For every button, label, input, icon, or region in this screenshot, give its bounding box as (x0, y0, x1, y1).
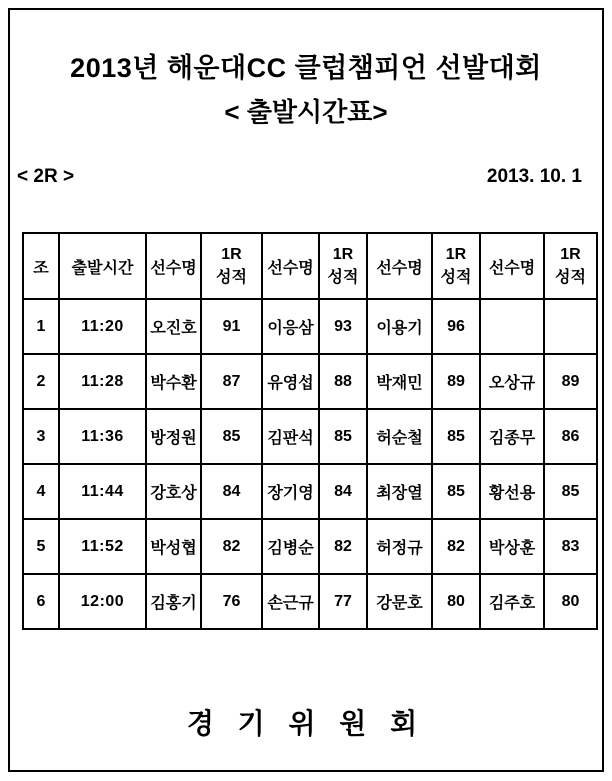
score-cell: 87 (201, 354, 262, 409)
player-name-cell: 박수환 (146, 354, 201, 409)
player-name-cell: 황선용 (480, 464, 544, 519)
player-name-cell: 허순철 (367, 409, 432, 464)
page-subtitle: < 출발시간표> (224, 97, 388, 127)
group-cell: 3 (23, 409, 59, 464)
group-cell: 5 (23, 519, 59, 574)
player-name-cell: 김병순 (262, 519, 319, 574)
score-cell: 96 (432, 299, 480, 354)
meta-row (17, 166, 582, 188)
score-cell: 93 (319, 299, 367, 354)
header-score-line2: 성적 (327, 269, 359, 286)
score-cell: 76 (201, 574, 262, 629)
player-name-cell: 유영섭 (262, 354, 319, 409)
player-name-cell: 최장열 (367, 464, 432, 519)
player-name-cell: 김홍기 (146, 574, 201, 629)
table-row (23, 464, 597, 519)
score-cell: 89 (544, 354, 597, 409)
player-name-cell: 김판석 (262, 409, 319, 464)
score-cell: 82 (432, 519, 480, 574)
score-cell: 86 (544, 409, 597, 464)
header-score-line2: 성적 (555, 269, 586, 286)
header-score-line1: 1R (445, 245, 467, 263)
header-score-4 (544, 233, 597, 299)
group-cell: 6 (23, 574, 59, 629)
header-player-2: 선수명 (262, 233, 319, 299)
player-name-cell: 김주호 (480, 574, 544, 629)
table-row (23, 574, 597, 629)
header-score-2 (319, 233, 367, 299)
player-name-cell: 허정규 (367, 519, 432, 574)
header-score-3 (432, 233, 480, 299)
header-score-line1: 1R (221, 245, 242, 263)
score-cell: 84 (201, 464, 262, 519)
date-label: 2013. 10. 1 (486, 166, 582, 187)
header-start-time: 출발시간 (59, 233, 146, 299)
group-cell: 4 (23, 464, 59, 519)
table-row (23, 354, 597, 409)
score-cell: 91 (201, 299, 262, 354)
group-cell: 2 (23, 354, 59, 409)
table-row (23, 299, 597, 354)
score-cell: 89 (432, 354, 480, 409)
header-score-line1: 1R (560, 245, 581, 263)
score-cell: 83 (544, 519, 597, 574)
score-cell: 84 (319, 464, 367, 519)
score-cell: 80 (432, 574, 480, 629)
header-score-line2: 성적 (440, 269, 472, 286)
score-cell: 85 (432, 464, 480, 519)
score-cell: 82 (319, 519, 367, 574)
score-cell: 82 (201, 519, 262, 574)
player-name-cell: 손근규 (262, 574, 319, 629)
player-name-cell: 오진호 (146, 299, 201, 354)
header-player-4: 선수명 (480, 233, 544, 299)
table-row (23, 409, 597, 464)
table-row (23, 519, 597, 574)
header-score-line2: 성적 (216, 269, 247, 286)
player-name-cell (480, 299, 544, 354)
time-cell: 11:36 (59, 409, 146, 464)
header-player-3: 선수명 (367, 233, 432, 299)
header-player-1: 선수명 (146, 233, 201, 299)
header-score-line1: 1R (332, 245, 354, 263)
schedule-table (22, 232, 598, 630)
score-cell: 77 (319, 574, 367, 629)
group-cell: 1 (23, 299, 59, 354)
schedule-table-wrap (22, 232, 598, 630)
time-cell: 11:44 (59, 464, 146, 519)
player-name-cell: 김종무 (480, 409, 544, 464)
score-cell: 85 (544, 464, 597, 519)
score-cell: 80 (544, 574, 597, 629)
page-title: 2013년 해운대CC 클럽챔피언 선발대회 (70, 53, 542, 83)
player-name-cell: 박상훈 (480, 519, 544, 574)
time-cell: 12:00 (59, 574, 146, 629)
round-label: < 2R > (17, 166, 75, 187)
document-page (8, 8, 604, 772)
score-cell: 88 (319, 354, 367, 409)
player-name-cell: 방정원 (146, 409, 201, 464)
time-cell: 11:52 (59, 519, 146, 574)
time-cell: 11:28 (59, 354, 146, 409)
header-group: 조 (23, 233, 59, 299)
player-name-cell: 박성협 (146, 519, 201, 574)
player-name-cell: 이용기 (367, 299, 432, 354)
committee-footer: 경 기 위 원 회 (186, 708, 426, 739)
score-cell: 85 (319, 409, 367, 464)
time-cell: 11:20 (59, 299, 146, 354)
player-name-cell: 강호상 (146, 464, 201, 519)
header-score-1 (201, 233, 262, 299)
score-cell: 85 (432, 409, 480, 464)
player-name-cell: 이응삼 (262, 299, 319, 354)
player-name-cell: 오상규 (480, 354, 544, 409)
player-name-cell: 박재민 (367, 354, 432, 409)
score-cell (544, 299, 597, 354)
score-cell: 85 (201, 409, 262, 464)
player-name-cell: 강문호 (367, 574, 432, 629)
player-name-cell: 장기영 (262, 464, 319, 519)
header-row (23, 233, 597, 299)
